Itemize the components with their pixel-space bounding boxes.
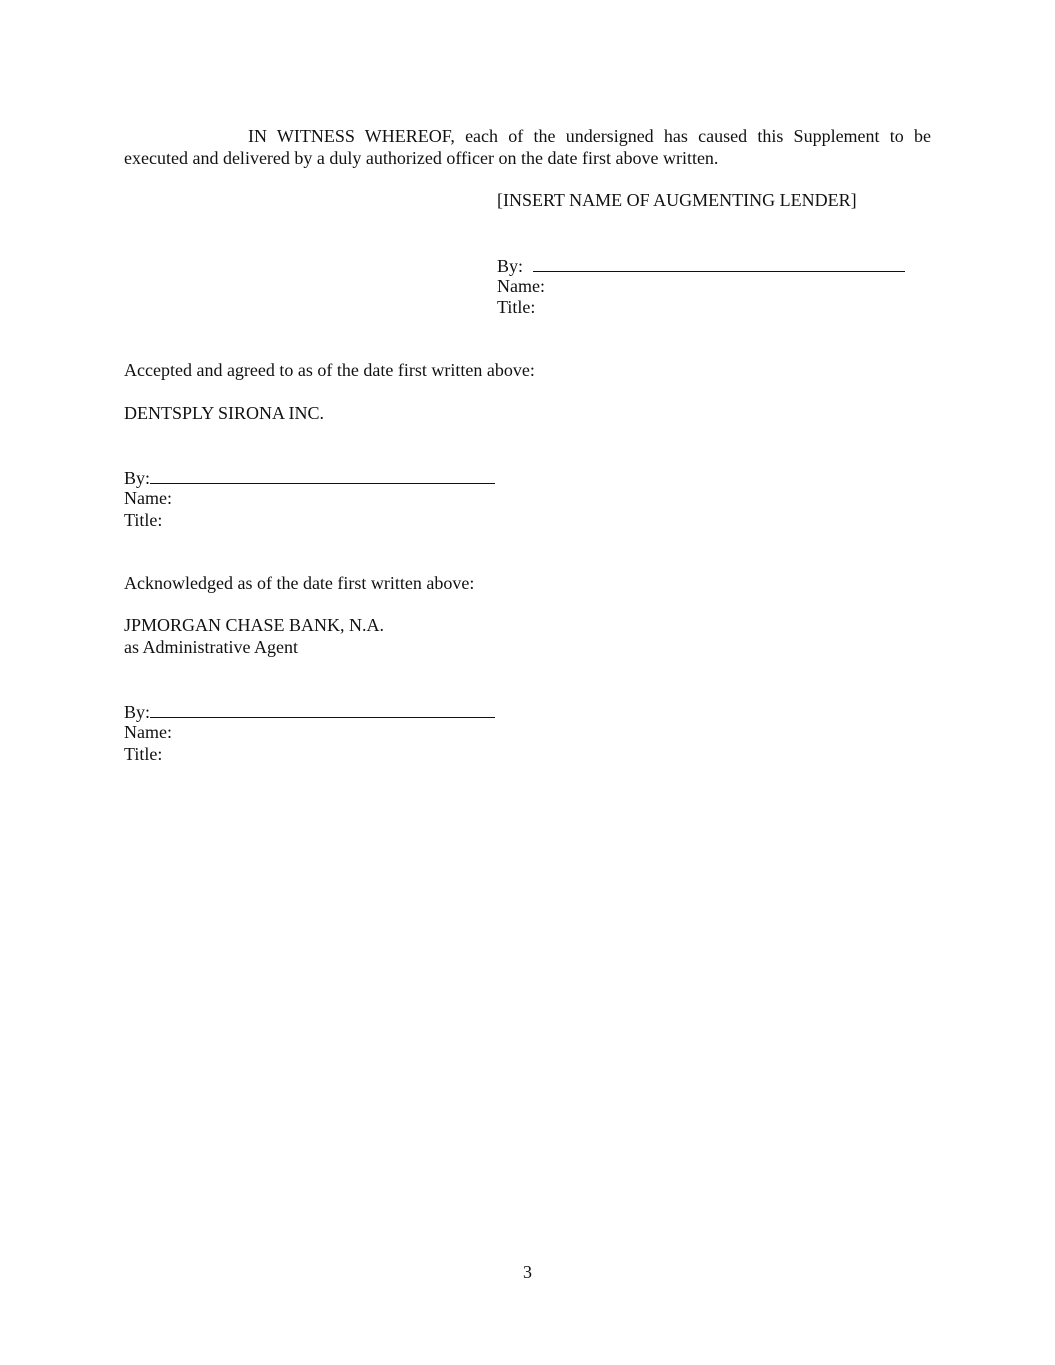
agent-signature-field[interactable] [150,699,495,718]
lender-name: [INSERT NAME OF AUGMENTING LENDER] [497,190,857,210]
borrower-title-label: Title: [124,510,163,530]
agent-entity-name: JPMORGAN CHASE BANK, N.A. [124,615,385,635]
agent-signature-line [124,699,495,723]
borrower-by-label: By: [124,468,151,488]
agent-role: as Administrative Agent [124,637,298,657]
agent-acknowledgement-text: Acknowledged as of the date first written above: [124,573,475,593]
lender-title-label: Title: [497,297,536,317]
borrower-acceptance-text: Accepted and agreed to as of the date first written above: [124,360,535,380]
borrower-signature-field[interactable] [150,465,495,484]
agent-name-label: Name: [124,722,172,742]
agent-title-label: Title: [124,744,163,764]
page-number: 3 [523,1262,532,1282]
borrower-entity-name: DENTSPLY SIRONA INC. [124,403,325,423]
borrower-signature-line [124,465,495,489]
witness-paragraph-line-1: IN WITNESS WHEREOF, each of the undersigned has caused this Supplement to be [248,126,931,146]
lender-signature-field[interactable] [533,253,905,272]
agent-by-label: By: [124,702,151,722]
lender-name-label: Name: [497,276,545,296]
lender-signature-line [497,253,905,277]
lender-by-label: By: [497,256,524,276]
borrower-name-label: Name: [124,488,172,508]
witness-paragraph-line-2: executed and delivered by a duly authorized officer on the date first above written. [124,148,719,168]
